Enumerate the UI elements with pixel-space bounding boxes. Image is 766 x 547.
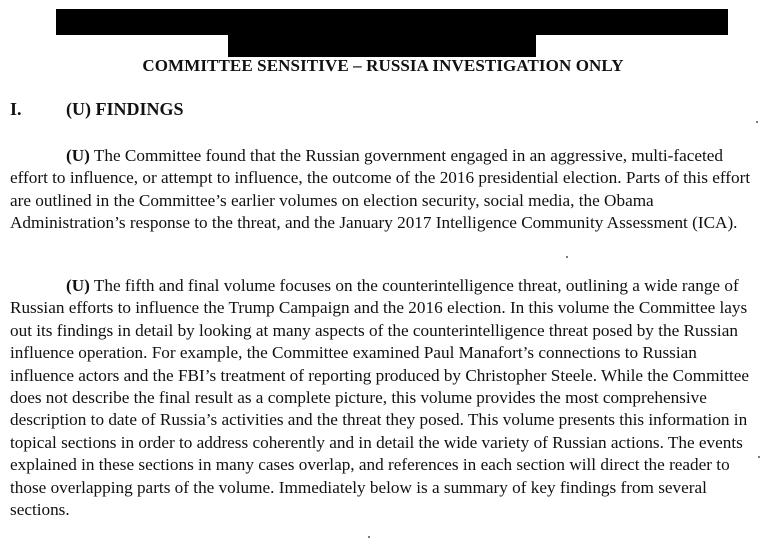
scan-speck	[758, 456, 760, 458]
scan-speck	[756, 121, 758, 123]
section-number: I.	[10, 99, 22, 119]
redaction-bar-lower	[228, 32, 536, 57]
paragraph-text: The Committee found that the Russian government engaged in an aggressive, multi-faceted effort to influence, or attempt to influence, the outcome of the 2016 presidential election. Parts of this effort are outlined in the Committee’s earlier volumes on election security, social media, the Obama Administration’s response to the threat, and the January 2017 Intelligence Community Assessment (ICA).	[10, 146, 751, 233]
scan-speck	[368, 536, 370, 538]
paragraph	[10, 145, 756, 235]
paragraph-text: The fifth and final volume focuses on the counterintelligence threat, outlining a wide range of Russian efforts to influence the Trump Campaign and the 2016 election. In this volume the Committee lays out its findings in detail by looking at many aspects of the counterintelligence threat posed by the Russian influence operation. For example, the Committee examined Paul Manafort’s connections to Russian influence actors and the FBI’s treatment of reporting produced by Christopher Steele. While the Committee does not describe the final result as a complete picture, this volume provides the most comprehensive description to date of Russia’s activities and the threat they posed. This volume presents this information in topical sections in order to address coherently and in detail the wide variety of Russian actions. The events explained in these sections in many cases overlap, and references in each section will direct the reader to those overlapping parts of the volume. Immediately below is a summary of key findings from several sections.	[10, 276, 750, 520]
section-title: (U) FINDINGS	[66, 99, 184, 119]
classification-header: COMMITTEE SENSITIVE – RUSSIA INVESTIGATION ONLY	[142, 56, 624, 75]
paragraph	[10, 275, 756, 521]
paragraph-marker: (U)	[66, 276, 90, 295]
section-heading	[10, 99, 184, 120]
paragraph-marker: (U)	[66, 146, 90, 165]
scan-speck	[566, 256, 568, 258]
